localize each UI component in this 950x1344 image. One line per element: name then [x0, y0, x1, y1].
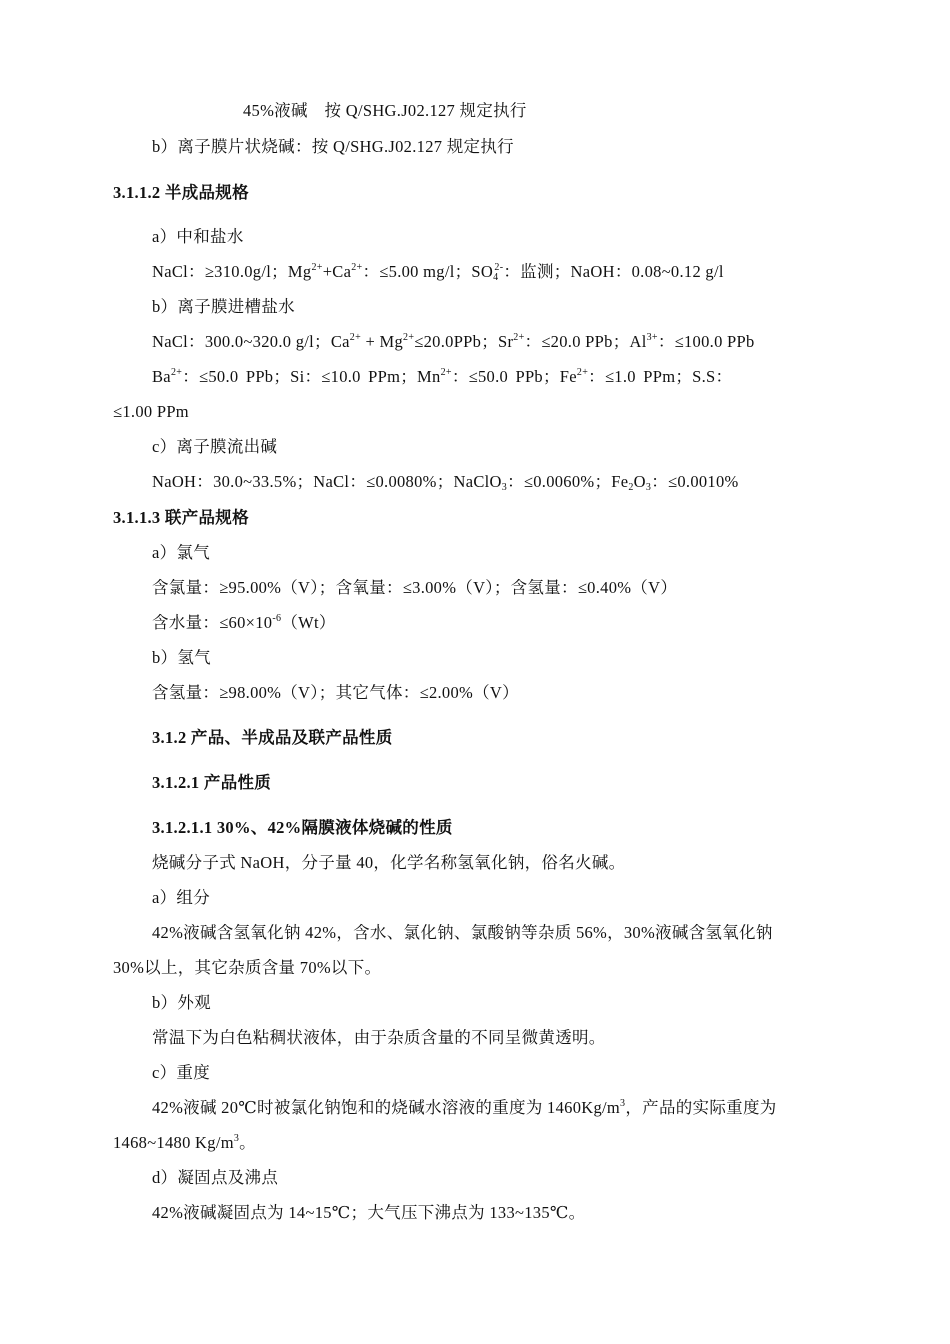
- list-item-appearance: b）外观: [152, 993, 211, 1012]
- spec-line-moisture: 含水量：$\le 60\times 10^{-6}(Wt)$: [152, 613, 336, 632]
- list-item-cell-brine: b）离子膜进槽盐水: [152, 297, 295, 316]
- list-item-freezing-boiling: d）凝固点及沸点: [152, 1168, 279, 1187]
- list-item-chlorine: a）氯气: [152, 543, 211, 562]
- spec-line-chlorine: 含氯量：≥95.00%（V）；含氧量：≤3.00%（V）；含氢量：≤0.40%（V）: [152, 578, 678, 597]
- list-item-density: c）重度: [152, 1063, 211, 1082]
- spec-line-cell-brine-2: $Ba^{2+}$：≤50.0 PPb；Si：≤10.0 PPm；$Mn^{2+}$：≤50.0 PPb；$Fe^{2+}$：≤1.0 PPm；S.S：: [152, 367, 733, 386]
- paragraph-freezing-boiling: 42%液碱凝固点为 14~15℃；大气压下沸点为 133~135℃。: [152, 1203, 586, 1222]
- text-line-flake-caustic: b）离子膜片状烧碱：按 Q/SHG.J02.127 规定执行: [152, 137, 514, 156]
- paragraph-formula: 烧碱分子式 NaOH，分子量 40，化学名称氢氧化钠，俗名火碱。: [152, 853, 626, 872]
- paragraph-density-1: 42%液碱 20℃时被氯化钠饱和的烧碱水溶液的重度为 $1460Kg/m^3$，产品的实际重度为: [152, 1098, 777, 1117]
- heading-3-1-1-3: 3.1.1.3 联产品规格: [113, 508, 249, 527]
- heading-3-1-1-2: 3.1.1.2 半成品规格: [113, 183, 249, 202]
- spec-line-cell-brine-1: NaCl：300.0~320.0 g/l；$Ca^{2+} + Mg^{2+}\le 20.0PPb$；$Sr^{2+}$：≤20.0 PPb；$Al^{3+}$：≤100.0 PPb: [152, 332, 755, 351]
- heading-3-1-2: 3.1.2 产品、半成品及联产品性质: [152, 728, 393, 747]
- spec-line-neutral-brine: NaCl：≥310.0g/l；$Mg^{2+}+Ca^{2+}$：≤5.00 mg/l；$SO_4^{2-}$：监测；NaOH：0.08~0.12 g/l: [152, 262, 724, 283]
- paragraph-composition-2: 30%以上，其它杂质含量 70%以下。: [113, 958, 382, 977]
- heading-3-1-2-1: 3.1.2.1 产品性质: [152, 773, 272, 792]
- spec-line-hydrogen: 含氢量：≥98.00%（V）；其它气体：≤2.00%（V）: [152, 683, 519, 702]
- list-item-hydrogen: b）氢气: [152, 648, 211, 667]
- paragraph-composition-1: 42%液碱含氢氧化钠 42%，含水、氯化钠、氯酸钠等杂质 56%，30%液碱含氢氧化钠: [152, 923, 773, 942]
- list-item-outflow-caustic: c）离子膜流出碱: [152, 437, 278, 456]
- paragraph-appearance: 常温下为白色粘稠状液体，由于杂质含量的不同呈微黄透明。: [152, 1028, 606, 1047]
- list-item-composition: a）组分: [152, 888, 211, 907]
- spec-line-outflow-caustic: NaOH：30.0~33.5%；NaCl：≤0.0080%；NaClO$_3$：≤0.0060%；$Fe_2O_3$：≤0.0010%: [152, 472, 739, 493]
- list-item-neutral-brine: a）中和盐水: [152, 227, 244, 246]
- spec-line-cell-brine-3: ≤1.00 PPm: [113, 402, 189, 421]
- paragraph-density-2: 1468~1480 $Kg/m^3$。: [113, 1133, 256, 1152]
- text-line-45-caustic: 45%液碱 按 Q/SHG.J02.127 规定执行: [243, 101, 527, 120]
- heading-3-1-2-1-1: 3.1.2.1.1 30%、42%隔膜液体烧碱的性质: [152, 818, 453, 837]
